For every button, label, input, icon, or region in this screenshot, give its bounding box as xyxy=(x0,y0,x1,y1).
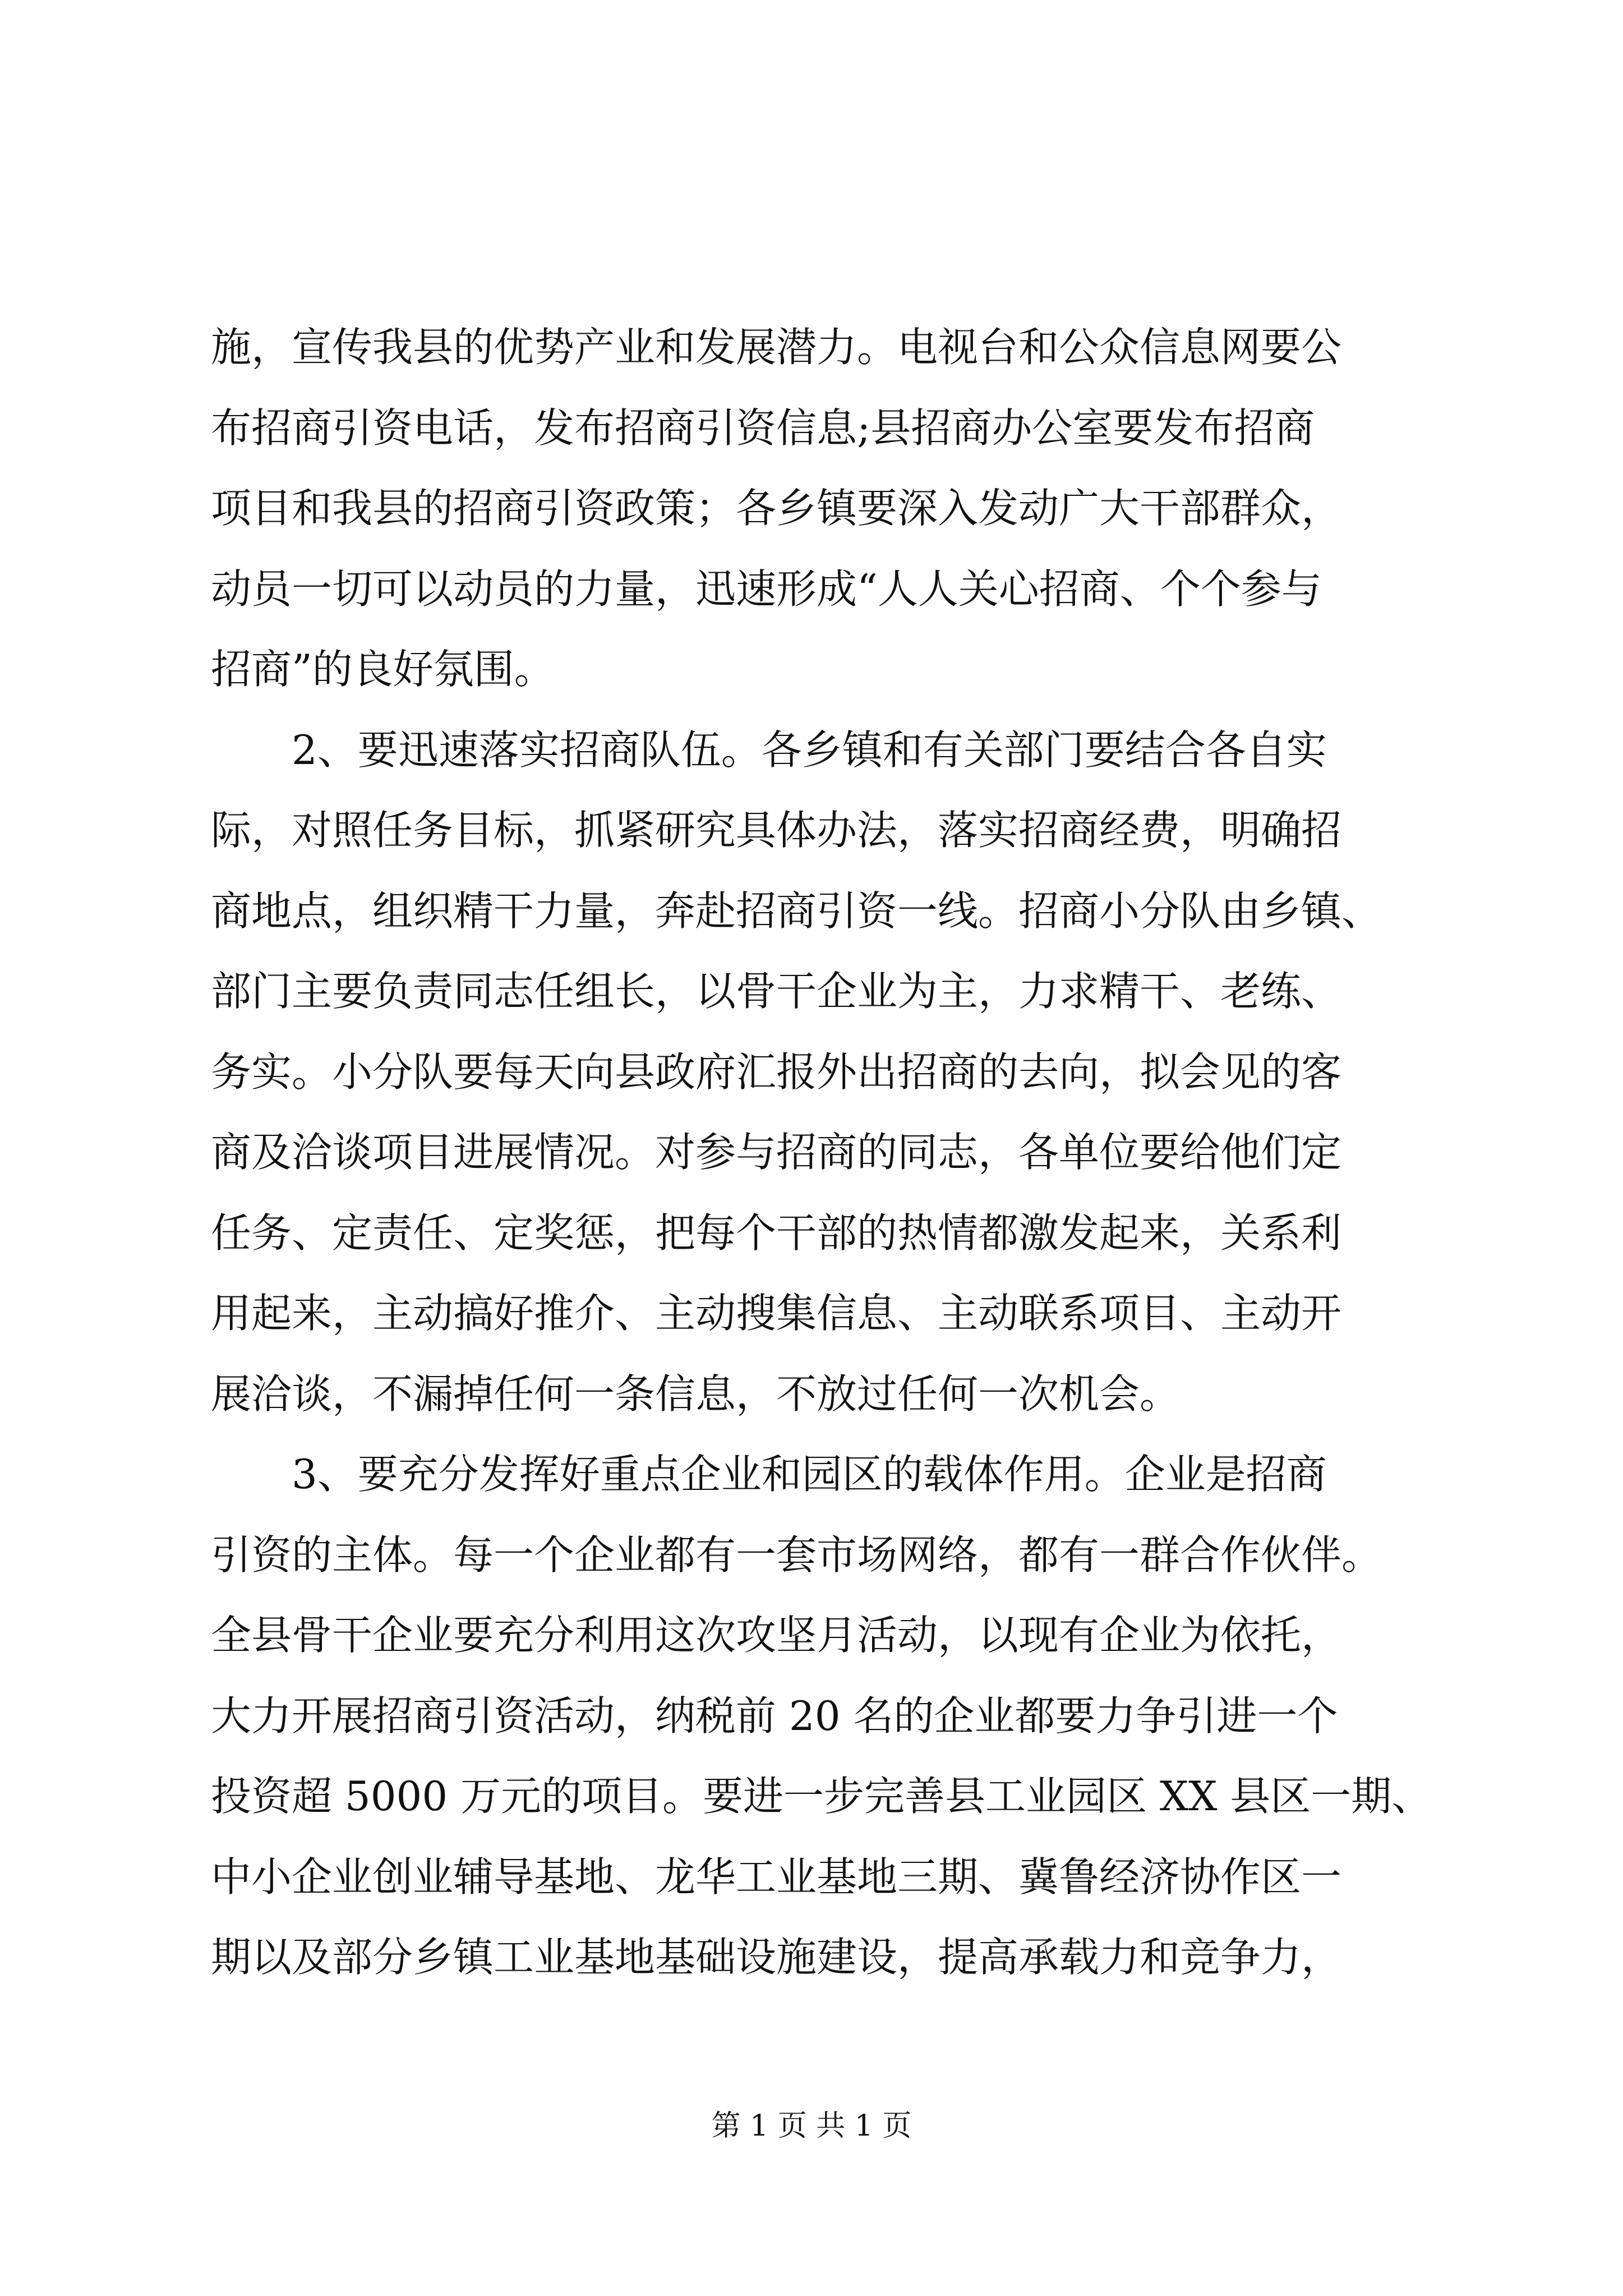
text-line: 招商”的良好氛围。 xyxy=(211,646,555,693)
text-line: 3、要充分发挥好重点企业和园区的载体作用。企业是招商 xyxy=(211,1451,1327,1498)
text-line: 商地点，组织精干力量，奔赴招商引资一线。招商小分队由乡镇、 xyxy=(211,887,1382,935)
text-line: 全县骨干企业要充分利用这次攻坚月活动，以现有企业为依托， xyxy=(211,1612,1342,1659)
text-line: 务实。小分队要每天向县政府汇报外出招商的去向，拟会见的客 xyxy=(211,1048,1342,1096)
text-line: 大力开展招商引资活动，纳税前 20 名的企业都要力争引进一个 xyxy=(211,1692,1338,1740)
text-line: 引资的主体。每一个企业都有一套市场网络，都有一群合作伙伴。 xyxy=(211,1531,1382,1579)
text-line: 期以及部分乡镇工业基地基础设施建设，提高承载力和竞争力， xyxy=(211,1934,1342,1981)
text-line: 施，宣传我县的优势产业和发展潜力。电视台和公众信息网要公 xyxy=(211,324,1342,371)
page-footer xyxy=(0,2106,1623,2146)
text-line: 任务、定责任、定奖惩，把每个干部的热情都激发起来，关系利 xyxy=(211,1209,1342,1257)
text-line: 布招商引资电话，发布招商引资信息;县招商办公室要发布招商 xyxy=(211,404,1315,452)
text-line: 2、要迅速落实招商队伍。各乡镇和有关部门要结合各自实 xyxy=(211,726,1327,774)
text-line: 动员一切可以动员的力量，迅速形成“人人关心招商、个个参与 xyxy=(211,565,1322,613)
text-line: 用起来，主动搞好推介、主动搜集信息、主动联系项目、主动开 xyxy=(211,1290,1342,1337)
text-line: 部门主要负责同志任组长，以骨干企业为主，力求精干、老练、 xyxy=(211,968,1342,1015)
page-number: 第 1 页 共 1 页 xyxy=(711,2109,912,2143)
text-line: 项目和我县的招商引资政策；各乡镇要深入发动广大干部群众， xyxy=(211,485,1342,532)
text-line: 中小企业创业辅导基地、龙华工业基地三期、冀鲁经济协作区一 xyxy=(211,1853,1342,1901)
document-body xyxy=(211,307,1432,1998)
text-line: 际，对照任务目标，抓紧研究具体办法，落实招商经费，明确招 xyxy=(211,807,1342,854)
text-line: 展洽谈，不漏掉任何一条信息，不放过任何一次机会。 xyxy=(211,1370,1181,1418)
text-line: 投资超 5000 万元的项目。要进一步完善县工业园区 XX 县区一期、 xyxy=(211,1773,1432,1820)
text-line: 商及洽谈项目进展情况。对参与招商的同志，各单位要给他们定 xyxy=(211,1129,1342,1176)
